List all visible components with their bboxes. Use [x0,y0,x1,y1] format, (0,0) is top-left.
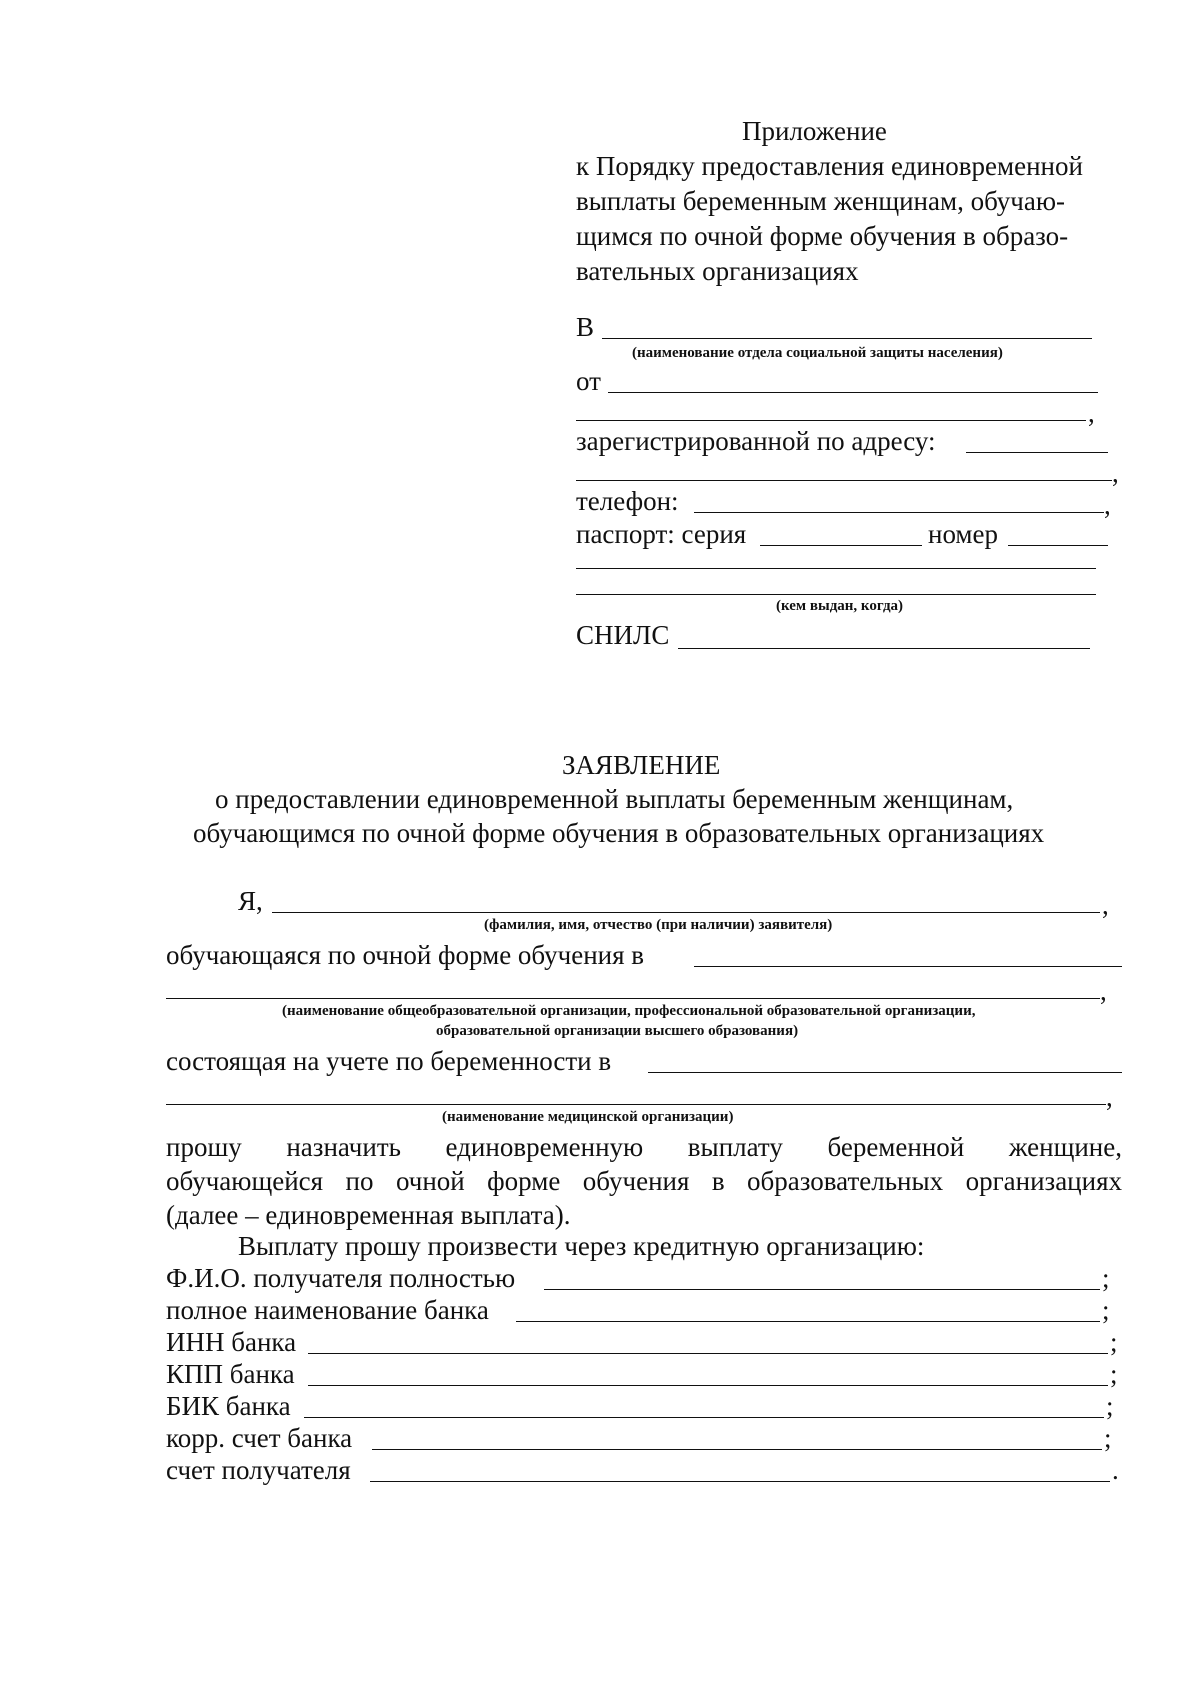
bank-field-label: Ф.И.О. получателя полностью [166,1263,516,1293]
passport-series-field[interactable] [760,545,922,546]
comma: , [1112,458,1119,488]
passport-number-field[interactable] [1008,545,1108,546]
from-field-continued[interactable] [576,420,1086,421]
bank-field-label: КПП банка [166,1359,295,1389]
field-end: ; [1102,1295,1110,1325]
to-label: В [576,312,595,342]
field-end: ; [1102,1263,1110,1293]
bank-name-field[interactable] [516,1321,1100,1322]
request-line: обучающейся по очной форме обучения в образовательных организациях [166,1166,1122,1196]
statement-subtitle: о предоставлении единовременной выплаты беременным женщинам, [215,784,1014,814]
snils-label: СНИЛС [576,620,670,650]
address-field-continued[interactable] [576,480,1112,481]
field-end: ; [1110,1327,1118,1357]
phone-label: телефон: [576,486,679,516]
comma: , [1100,976,1107,1006]
snils-field[interactable] [678,648,1090,649]
address-label: зарегистрированной по адресу: [576,426,936,456]
applicant-name-hint: (фамилия, имя, отчество (при наличии) заявителя) [484,917,833,933]
appendix-line: щимся по очной форме обучения в образо- [576,221,1069,251]
comma: , [1104,490,1111,520]
education-org-hint: образовательной организации высшего образования) [436,1023,799,1039]
passport-issued-field-2[interactable] [576,594,1096,595]
phone-field[interactable] [694,512,1104,513]
bank-field-label: счет получателя [166,1455,351,1485]
appendix-line: вательных организациях [576,256,859,286]
appendix-line: выплаты беременным женщинам, обучаю- [576,186,1066,216]
bank-field-label: полное наименование банка [166,1295,489,1325]
passport-series-label: паспорт: серия [576,519,747,549]
comma: , [1102,890,1109,920]
request-paragraph [166,1130,1122,1232]
statement-subtitle: обучающимся по очной форме обучения в образовательных организациях [193,818,1045,848]
payment-intro: Выплату прошу произвести через кредитную организацию: [238,1231,925,1261]
pregnancy-label: состоящая на учете по беременности в [166,1046,612,1076]
education-org-hint: (наименование общеобразовательной организации, профессиональной образовательной организации, [282,1003,976,1019]
request-line: (далее – единовременная выплата). [166,1200,571,1230]
medical-org-field-continued[interactable] [166,1104,1106,1105]
passport-number-label: номер [928,519,999,549]
request-line: прошу назначить единовременную выплату беременной женщине, [166,1132,1122,1162]
field-end: ; [1106,1391,1114,1421]
bank-inn-field[interactable] [308,1353,1108,1354]
statement-title: ЗАЯВЛЕНИЕ [562,750,721,780]
comma: , [1088,398,1095,428]
address-field[interactable] [966,452,1108,453]
comma: , [1106,1082,1113,1112]
bank-field-label: БИК банка [166,1391,291,1421]
i-label: Я, [238,886,263,916]
appendix-line: к Порядку предоставления единовременной [576,151,1083,181]
recipient-name-field[interactable] [544,1289,1100,1290]
education-org-field[interactable] [694,966,1122,967]
field-end: ; [1110,1359,1118,1389]
from-label: от [576,366,601,396]
bank-field-label: корр. счет банка [166,1423,353,1453]
issued-hint: (кем выдан, когда) [776,598,904,614]
bank-field-label: ИНН банка [166,1327,297,1357]
to-department-field[interactable] [602,338,1092,339]
from-field[interactable] [608,392,1098,393]
education-org-field-continued[interactable] [166,998,1100,999]
bank-bik-field[interactable] [304,1417,1104,1418]
bank-kpp-field[interactable] [308,1385,1108,1386]
applicant-name-field[interactable] [272,912,1100,913]
studying-label: обучающаяся по очной форме обучения в [166,940,645,970]
appendix-title: Приложение [742,116,887,146]
field-end: ; [1104,1423,1112,1453]
corr-account-field[interactable] [372,1449,1102,1450]
medical-org-field[interactable] [648,1072,1122,1073]
passport-issued-field[interactable] [576,568,1096,569]
medical-org-hint: (наименование медицинской организации) [442,1109,734,1125]
field-end: . [1112,1455,1119,1485]
to-department-hint: (наименование отдела социальной защиты населения) [632,345,1003,361]
recipient-account-field[interactable] [370,1481,1110,1482]
